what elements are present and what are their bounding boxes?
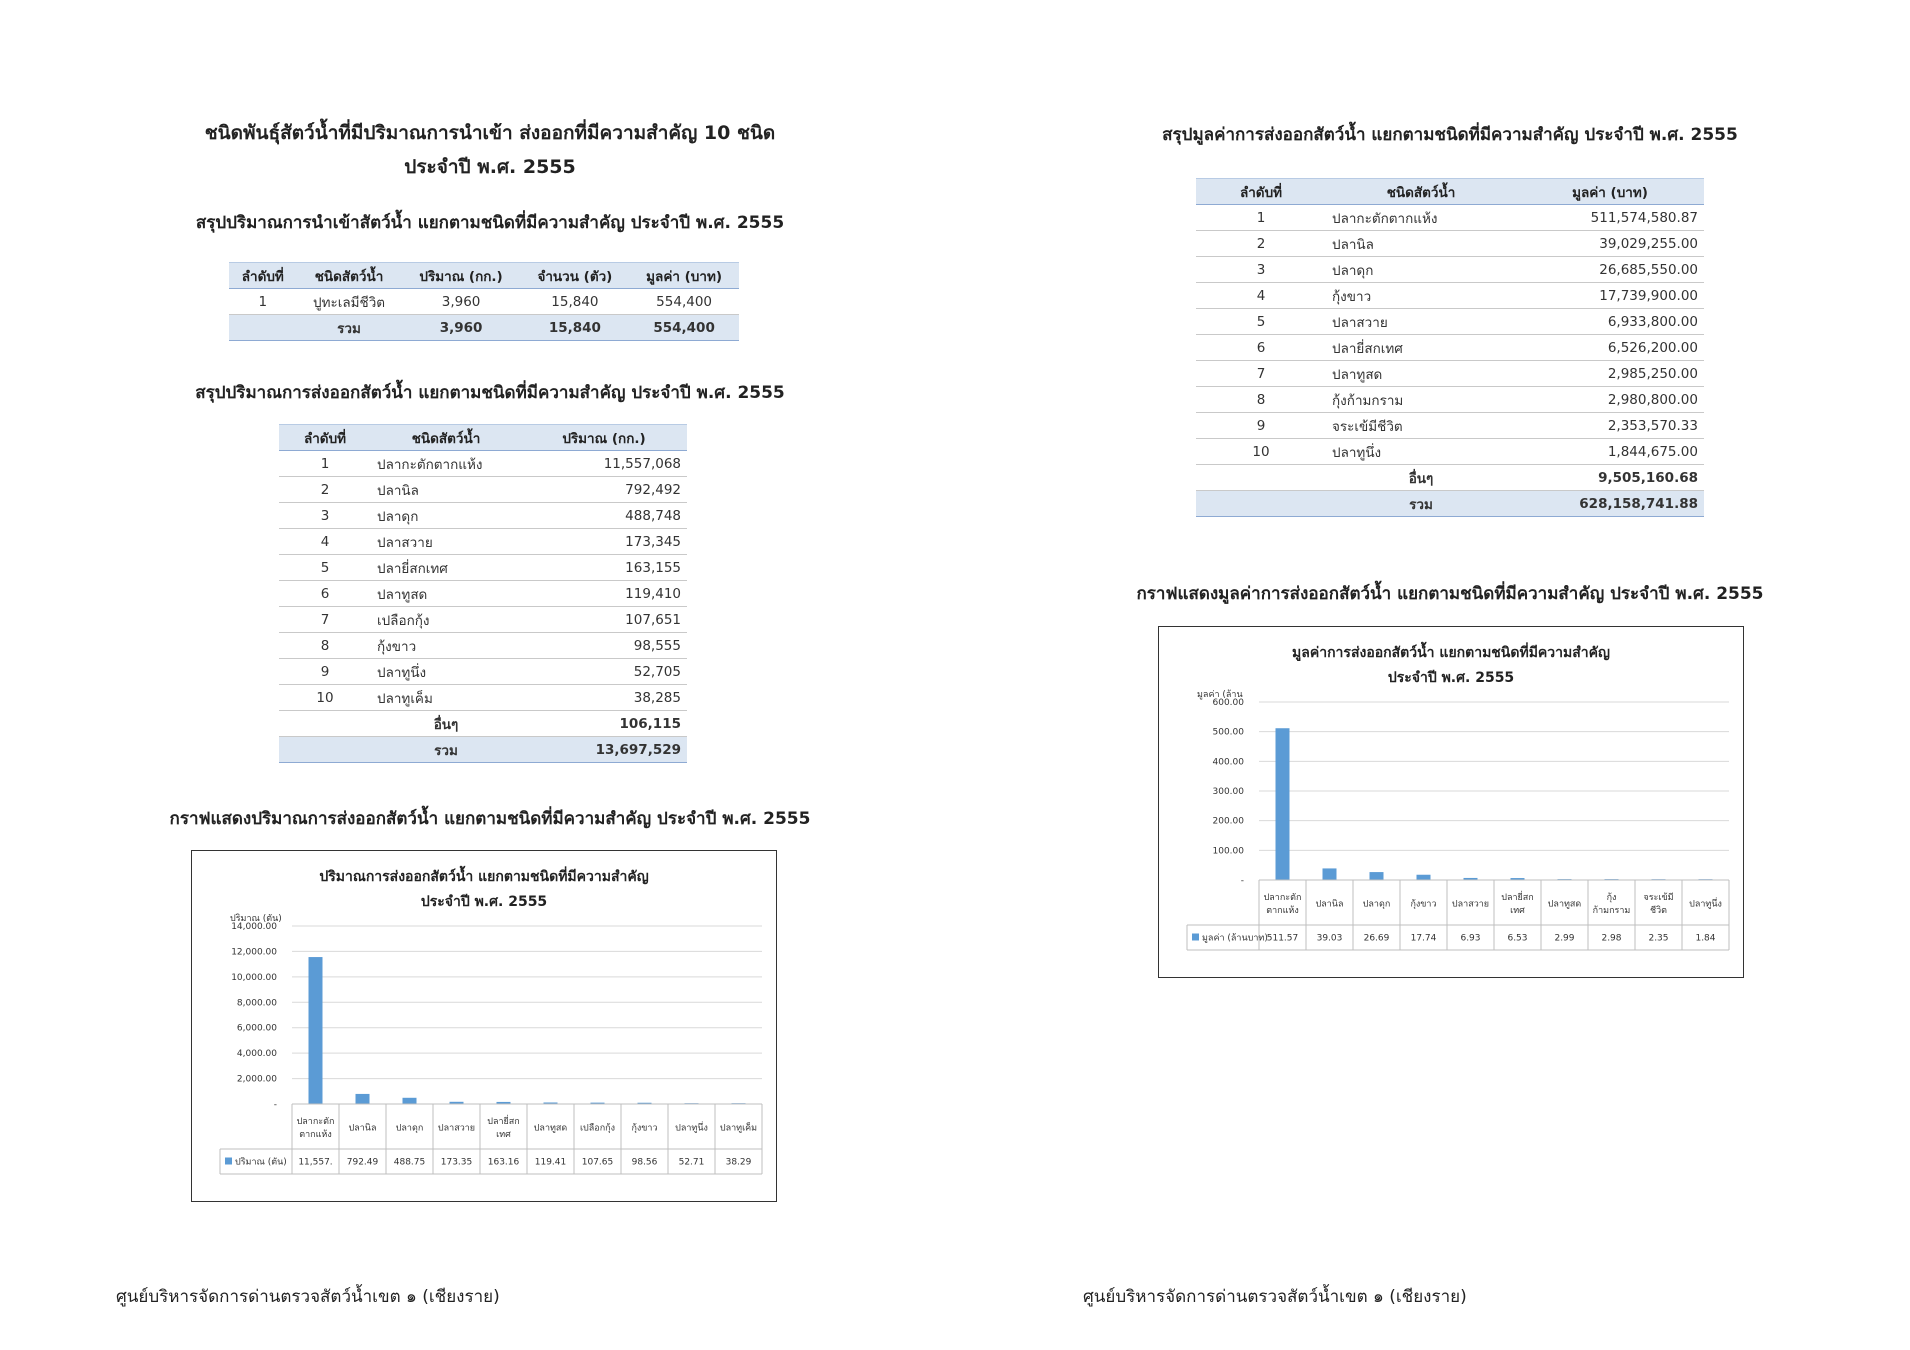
category-label: ปลาทูสด xyxy=(1547,899,1582,910)
data-label: 6.93 xyxy=(1460,933,1481,944)
quantity-chart-heading: กราฟแสดงปริมาณการส่งออกสัตว์น้ำ แยกตามชนิดที่มีความสำคัญ ประจำปี พ.ศ. 2555 xyxy=(169,809,811,829)
table-cell: 4 xyxy=(1196,283,1326,309)
table-cell: 1 xyxy=(1196,205,1326,231)
column-header: ชนิดสัตว์น้ำ xyxy=(1326,179,1516,205)
table-row xyxy=(279,685,687,711)
category-label: กุ้ง xyxy=(1606,893,1617,903)
y-axis-label: ปริมาณ (ตัน) xyxy=(230,914,282,924)
table-cell: 173,345 xyxy=(521,529,687,555)
table-cell: รวม xyxy=(1326,491,1516,517)
table-cell: 628,158,741.88 xyxy=(1516,491,1704,517)
table-cell: ปลากะตักตากแห้ง xyxy=(371,451,521,477)
table-cell: 4 xyxy=(279,529,371,555)
category-label: จระเข้มี xyxy=(1643,893,1674,903)
data-label: 107.65 xyxy=(581,1157,614,1168)
legend-key xyxy=(1192,934,1199,941)
table-other-row xyxy=(279,711,687,737)
import-table-title: สรุปปริมาณการนำเข้าสัตว์น้ำ แยกตามชนิดที่มีความสำคัญ ประจำปี พ.ศ. 2555 xyxy=(195,213,785,233)
table-cell: 163,155 xyxy=(521,555,687,581)
category-label: ปลาสวาย xyxy=(1451,899,1490,910)
legend-key xyxy=(225,1158,232,1165)
table-row xyxy=(1196,439,1704,465)
table-cell: ปลาสวาย xyxy=(1326,309,1516,335)
table-cell: 792,492 xyxy=(521,477,687,503)
table-cell: 7 xyxy=(279,607,371,633)
quantity-chart xyxy=(191,850,777,1202)
column-header: ลำดับที่ xyxy=(279,425,371,451)
table-cell: 107,651 xyxy=(521,607,687,633)
export-quantity-table xyxy=(279,424,687,763)
column-header: ชนิดสัตว์น้ำ xyxy=(371,425,521,451)
export-table-title: สรุปปริมาณการส่งออกสัตว์น้ำ แยกตามชนิดที่มีความสำคัญ ประจำปี พ.ศ. 2555 xyxy=(195,383,785,403)
data-label: 17.74 xyxy=(1410,933,1437,944)
data-label: 511.57 xyxy=(1266,933,1299,944)
column-header: ลำดับที่ xyxy=(1196,179,1326,205)
category-label: ปลาดุก xyxy=(1362,899,1391,910)
table-row xyxy=(1196,335,1704,361)
y-tick-label: 12,000.00 xyxy=(231,947,277,958)
table-cell: 26,685,550.00 xyxy=(1516,257,1704,283)
table-row xyxy=(279,607,687,633)
category-label: ตากแห้ง xyxy=(1266,906,1299,916)
table-cell: จระเข้มีชีวิต xyxy=(1326,413,1516,439)
table-cell: 11,557,068 xyxy=(521,451,687,477)
table-cell: ปลากะตักตากแห้ง xyxy=(1326,205,1516,231)
table-cell xyxy=(1196,491,1326,517)
table-row xyxy=(279,503,687,529)
table-cell: 38,285 xyxy=(521,685,687,711)
category-label: ปลาทูสด xyxy=(533,1123,568,1134)
table-cell: รวม xyxy=(297,315,402,341)
table-cell: ปลานิล xyxy=(1326,231,1516,257)
table-cell: ปลาทูสด xyxy=(1326,361,1516,387)
table-cell: 8 xyxy=(279,633,371,659)
table-cell: 39,029,255.00 xyxy=(1516,231,1704,257)
y-tick-label: - xyxy=(1240,876,1244,886)
bar xyxy=(1417,875,1431,880)
category-label: ปลากะตัก xyxy=(1263,893,1302,903)
table-row xyxy=(279,633,687,659)
table-cell: 5 xyxy=(279,555,371,581)
category-label: ปลาดุก xyxy=(395,1123,424,1134)
table-cell: 9,505,160.68 xyxy=(1516,465,1704,491)
table-cell: 1,844,675.00 xyxy=(1516,439,1704,465)
chart-title: มูลค่าการส่งออกสัตว์น้ำ แยกตามชนิดที่มีความสำคัญ xyxy=(1292,645,1610,661)
table-cell: 2 xyxy=(279,477,371,503)
data-label: 2.98 xyxy=(1601,933,1622,944)
main-title-line2: ประจำปี พ.ศ. 2555 xyxy=(404,156,576,178)
table-cell: 488,748 xyxy=(521,503,687,529)
table-cell: อื่นๆ xyxy=(371,711,521,737)
table-cell: ปลาทูนึ่ง xyxy=(371,659,521,685)
table-row xyxy=(1196,283,1704,309)
table-cell xyxy=(279,737,371,763)
data-label: 163.16 xyxy=(487,1157,520,1168)
table-cell: 2,353,570.33 xyxy=(1516,413,1704,439)
table-cell: 554,400 xyxy=(629,289,739,315)
table-cell: 3 xyxy=(1196,257,1326,283)
y-tick-label: 400.00 xyxy=(1212,757,1244,768)
table-cell: เปลือกกุ้ง xyxy=(371,607,521,633)
y-tick-label: 6,000.00 xyxy=(236,1023,277,1034)
table-row xyxy=(279,529,687,555)
legend-label: มูลค่า (ล้านบาท) xyxy=(1202,933,1268,944)
table-cell: 511,574,580.87 xyxy=(1516,205,1704,231)
table-row xyxy=(1196,387,1704,413)
quantity-bar-chart xyxy=(192,851,776,1201)
y-tick-label: 100.00 xyxy=(1212,846,1244,857)
value-bar-chart xyxy=(1159,627,1743,977)
column-header: มูลค่า (บาท) xyxy=(1516,179,1704,205)
bar xyxy=(1370,872,1384,880)
bar xyxy=(403,1098,417,1104)
category-label: เปลือกกุ้ง xyxy=(579,1123,616,1134)
table-row xyxy=(279,659,687,685)
data-label: 488.75 xyxy=(393,1157,426,1168)
data-label: 119.41 xyxy=(534,1157,567,1168)
table-cell: 3,960 xyxy=(402,289,521,315)
footer-right: ศูนย์บริหารจัดการด่านตรวจสัตว์น้ำเขต ๑ (เชียงราย) xyxy=(1083,1287,1467,1307)
table-cell: 119,410 xyxy=(521,581,687,607)
category-label: ก้ามกราม xyxy=(1592,906,1631,916)
bar xyxy=(356,1094,370,1104)
table-cell: 10 xyxy=(1196,439,1326,465)
table-cell: 52,705 xyxy=(521,659,687,685)
y-axis-label: มูลค่า (ล้าน xyxy=(1197,690,1243,700)
column-header: จำนวน (ตัว) xyxy=(521,263,630,289)
table-cell: ปลายี่สกเทศ xyxy=(371,555,521,581)
category-label: ปลาทูนึ่ง xyxy=(1689,899,1722,910)
table-cell: 106,115 xyxy=(521,711,687,737)
table-cell: 17,739,900.00 xyxy=(1516,283,1704,309)
table-cell: กุ้งขาว xyxy=(371,633,521,659)
y-tick-label: - xyxy=(273,1100,277,1110)
data-label: 52.71 xyxy=(678,1157,705,1168)
table-total-row xyxy=(279,737,687,763)
table-row xyxy=(1196,205,1704,231)
footer-left: ศูนย์บริหารจัดการด่านตรวจสัตว์น้ำเขต ๑ (เชียงราย) xyxy=(116,1287,500,1307)
table-cell xyxy=(279,711,371,737)
table-cell: 6,933,800.00 xyxy=(1516,309,1704,335)
data-label: 6.53 xyxy=(1507,933,1528,944)
table-cell: 10 xyxy=(279,685,371,711)
value-table-title: สรุปมูลค่าการส่งออกสัตว์น้ำ แยกตามชนิดที่มีความสำคัญ ประจำปี พ.ศ. 2555 xyxy=(1162,125,1738,145)
table-cell: รวม xyxy=(371,737,521,763)
table-cell: ปลาทูนึ่ง xyxy=(1326,439,1516,465)
category-label: ปลากะตัก xyxy=(296,1117,335,1127)
main-title xyxy=(150,116,830,184)
bar xyxy=(1323,868,1337,880)
bar xyxy=(309,957,323,1104)
chart-subtitle: ประจำปี พ.ศ. 2555 xyxy=(1387,670,1515,686)
data-label: 38.29 xyxy=(725,1157,752,1168)
export-value-table xyxy=(1196,178,1704,517)
value-chart-heading: กราฟแสดงมูลค่าการส่งออกสัตว์น้ำ แยกตามชนิดที่มีความสำคัญ ประจำปี พ.ศ. 2555 xyxy=(1136,584,1764,604)
table-cell: อื่นๆ xyxy=(1326,465,1516,491)
category-label: กุ้งขาว xyxy=(1410,899,1437,910)
category-label: เทศ xyxy=(1510,906,1525,916)
table-header-row xyxy=(1196,179,1704,205)
data-label: 173.35 xyxy=(440,1157,473,1168)
category-label: ปลานิล xyxy=(348,1123,377,1134)
table-row xyxy=(1196,361,1704,387)
table-row xyxy=(279,581,687,607)
table-cell xyxy=(1196,465,1326,491)
y-tick-label: 8,000.00 xyxy=(236,998,277,1009)
y-tick-label: 200.00 xyxy=(1212,816,1244,827)
table-cell: 8 xyxy=(1196,387,1326,413)
table-row xyxy=(1196,309,1704,335)
table-cell: 2,985,250.00 xyxy=(1516,361,1704,387)
data-label: 39.03 xyxy=(1316,933,1343,944)
table-cell: 98,555 xyxy=(521,633,687,659)
y-tick-label: 14,000.00 xyxy=(231,922,277,932)
main-title-line1: ชนิดพันธุ์สัตว์น้ำที่มีปริมาณการนำเข้า ส่งออกที่มีความสำคัญ 10 ชนิด xyxy=(204,122,776,144)
category-label: ตากแห้ง xyxy=(299,1130,332,1140)
table-header-row xyxy=(279,425,687,451)
table-cell: ปูทะเลมีชีวิต xyxy=(297,289,402,315)
table-cell: 3,960 xyxy=(402,315,521,341)
category-label: ปลาทูนึ่ง xyxy=(675,1123,708,1134)
table-cell: 9 xyxy=(279,659,371,685)
table-cell: 2 xyxy=(1196,231,1326,257)
data-label: 1.84 xyxy=(1695,933,1716,944)
table-header-row xyxy=(229,263,739,289)
value-chart xyxy=(1158,626,1744,978)
data-label: 2.35 xyxy=(1648,933,1669,944)
y-tick-label: 4,000.00 xyxy=(236,1049,277,1060)
y-tick-label: 2,000.00 xyxy=(236,1074,277,1085)
table-cell: ปลายี่สกเทศ xyxy=(1326,335,1516,361)
category-label: ปลายี่สก xyxy=(487,1117,520,1127)
table-cell: 3 xyxy=(279,503,371,529)
import-table xyxy=(229,262,739,341)
table-cell: 2,980,800.00 xyxy=(1516,387,1704,413)
table-cell: 7 xyxy=(1196,361,1326,387)
table-cell: ปลาดุก xyxy=(1326,257,1516,283)
table-row xyxy=(1196,413,1704,439)
table-total-row xyxy=(1196,491,1704,517)
table-cell: 6 xyxy=(279,581,371,607)
table-cell: ปลาดุก xyxy=(371,503,521,529)
table-cell: 5 xyxy=(1196,309,1326,335)
chart-title: ปริมาณการส่งออกสัตว์น้ำ แยกตามชนิดที่มีความสำคัญ xyxy=(319,869,649,885)
y-tick-label: 300.00 xyxy=(1212,787,1244,797)
category-label: ชีวิต xyxy=(1649,906,1668,916)
table-cell xyxy=(229,315,297,341)
data-label: 98.56 xyxy=(631,1157,658,1168)
table-row xyxy=(229,289,739,315)
category-label: กุ้งขาว xyxy=(631,1123,658,1134)
table-cell: 13,697,529 xyxy=(521,737,687,763)
table-cell: 554,400 xyxy=(629,315,739,341)
category-label: ปลานิล xyxy=(1315,899,1344,910)
column-header: มูลค่า (บาท) xyxy=(629,263,739,289)
column-header: ปริมาณ (กก.) xyxy=(402,263,521,289)
data-label: 11,557. xyxy=(298,1157,333,1168)
chart-subtitle: ประจำปี พ.ศ. 2555 xyxy=(420,894,548,910)
y-tick-label: 10,000.00 xyxy=(231,972,277,983)
table-total-row xyxy=(229,315,739,341)
table-row xyxy=(279,451,687,477)
table-row xyxy=(279,477,687,503)
y-tick-label: 600.00 xyxy=(1212,698,1244,708)
column-header: ชนิดสัตว์น้ำ xyxy=(297,263,402,289)
table-other-row xyxy=(1196,465,1704,491)
bar xyxy=(1276,728,1290,880)
table-cell: กุ้งขาว xyxy=(1326,283,1516,309)
table-cell: 6,526,200.00 xyxy=(1516,335,1704,361)
data-label: 26.69 xyxy=(1363,933,1390,944)
table-cell: ปลาสวาย xyxy=(371,529,521,555)
category-label: ปลายี่สก xyxy=(1501,893,1534,903)
table-row xyxy=(1196,257,1704,283)
category-label: เทศ xyxy=(496,1130,511,1140)
data-label: 792.49 xyxy=(346,1157,379,1168)
table-cell: 9 xyxy=(1196,413,1326,439)
table-cell: กุ้งก้ามกราม xyxy=(1326,387,1516,413)
y-tick-label: 500.00 xyxy=(1212,727,1244,738)
table-cell: ปลาทูเค็ม xyxy=(371,685,521,711)
table-cell: 1 xyxy=(279,451,371,477)
column-header: ลำดับที่ xyxy=(229,263,297,289)
category-label: ปลาทูเค็ม xyxy=(719,1123,758,1134)
data-label: 2.99 xyxy=(1554,933,1575,944)
legend-label: ปริมาณ (ตัน) xyxy=(235,1157,287,1168)
table-cell: 1 xyxy=(229,289,297,315)
category-label: ปลาสวาย xyxy=(437,1123,476,1134)
table-cell: ปลาทูสด xyxy=(371,581,521,607)
table-cell: 15,840 xyxy=(521,315,630,341)
table-row xyxy=(1196,231,1704,257)
table-cell: ปลานิล xyxy=(371,477,521,503)
table-cell: 15,840 xyxy=(521,289,630,315)
table-row xyxy=(279,555,687,581)
column-header: ปริมาณ (กก.) xyxy=(521,425,687,451)
table-cell: 6 xyxy=(1196,335,1326,361)
